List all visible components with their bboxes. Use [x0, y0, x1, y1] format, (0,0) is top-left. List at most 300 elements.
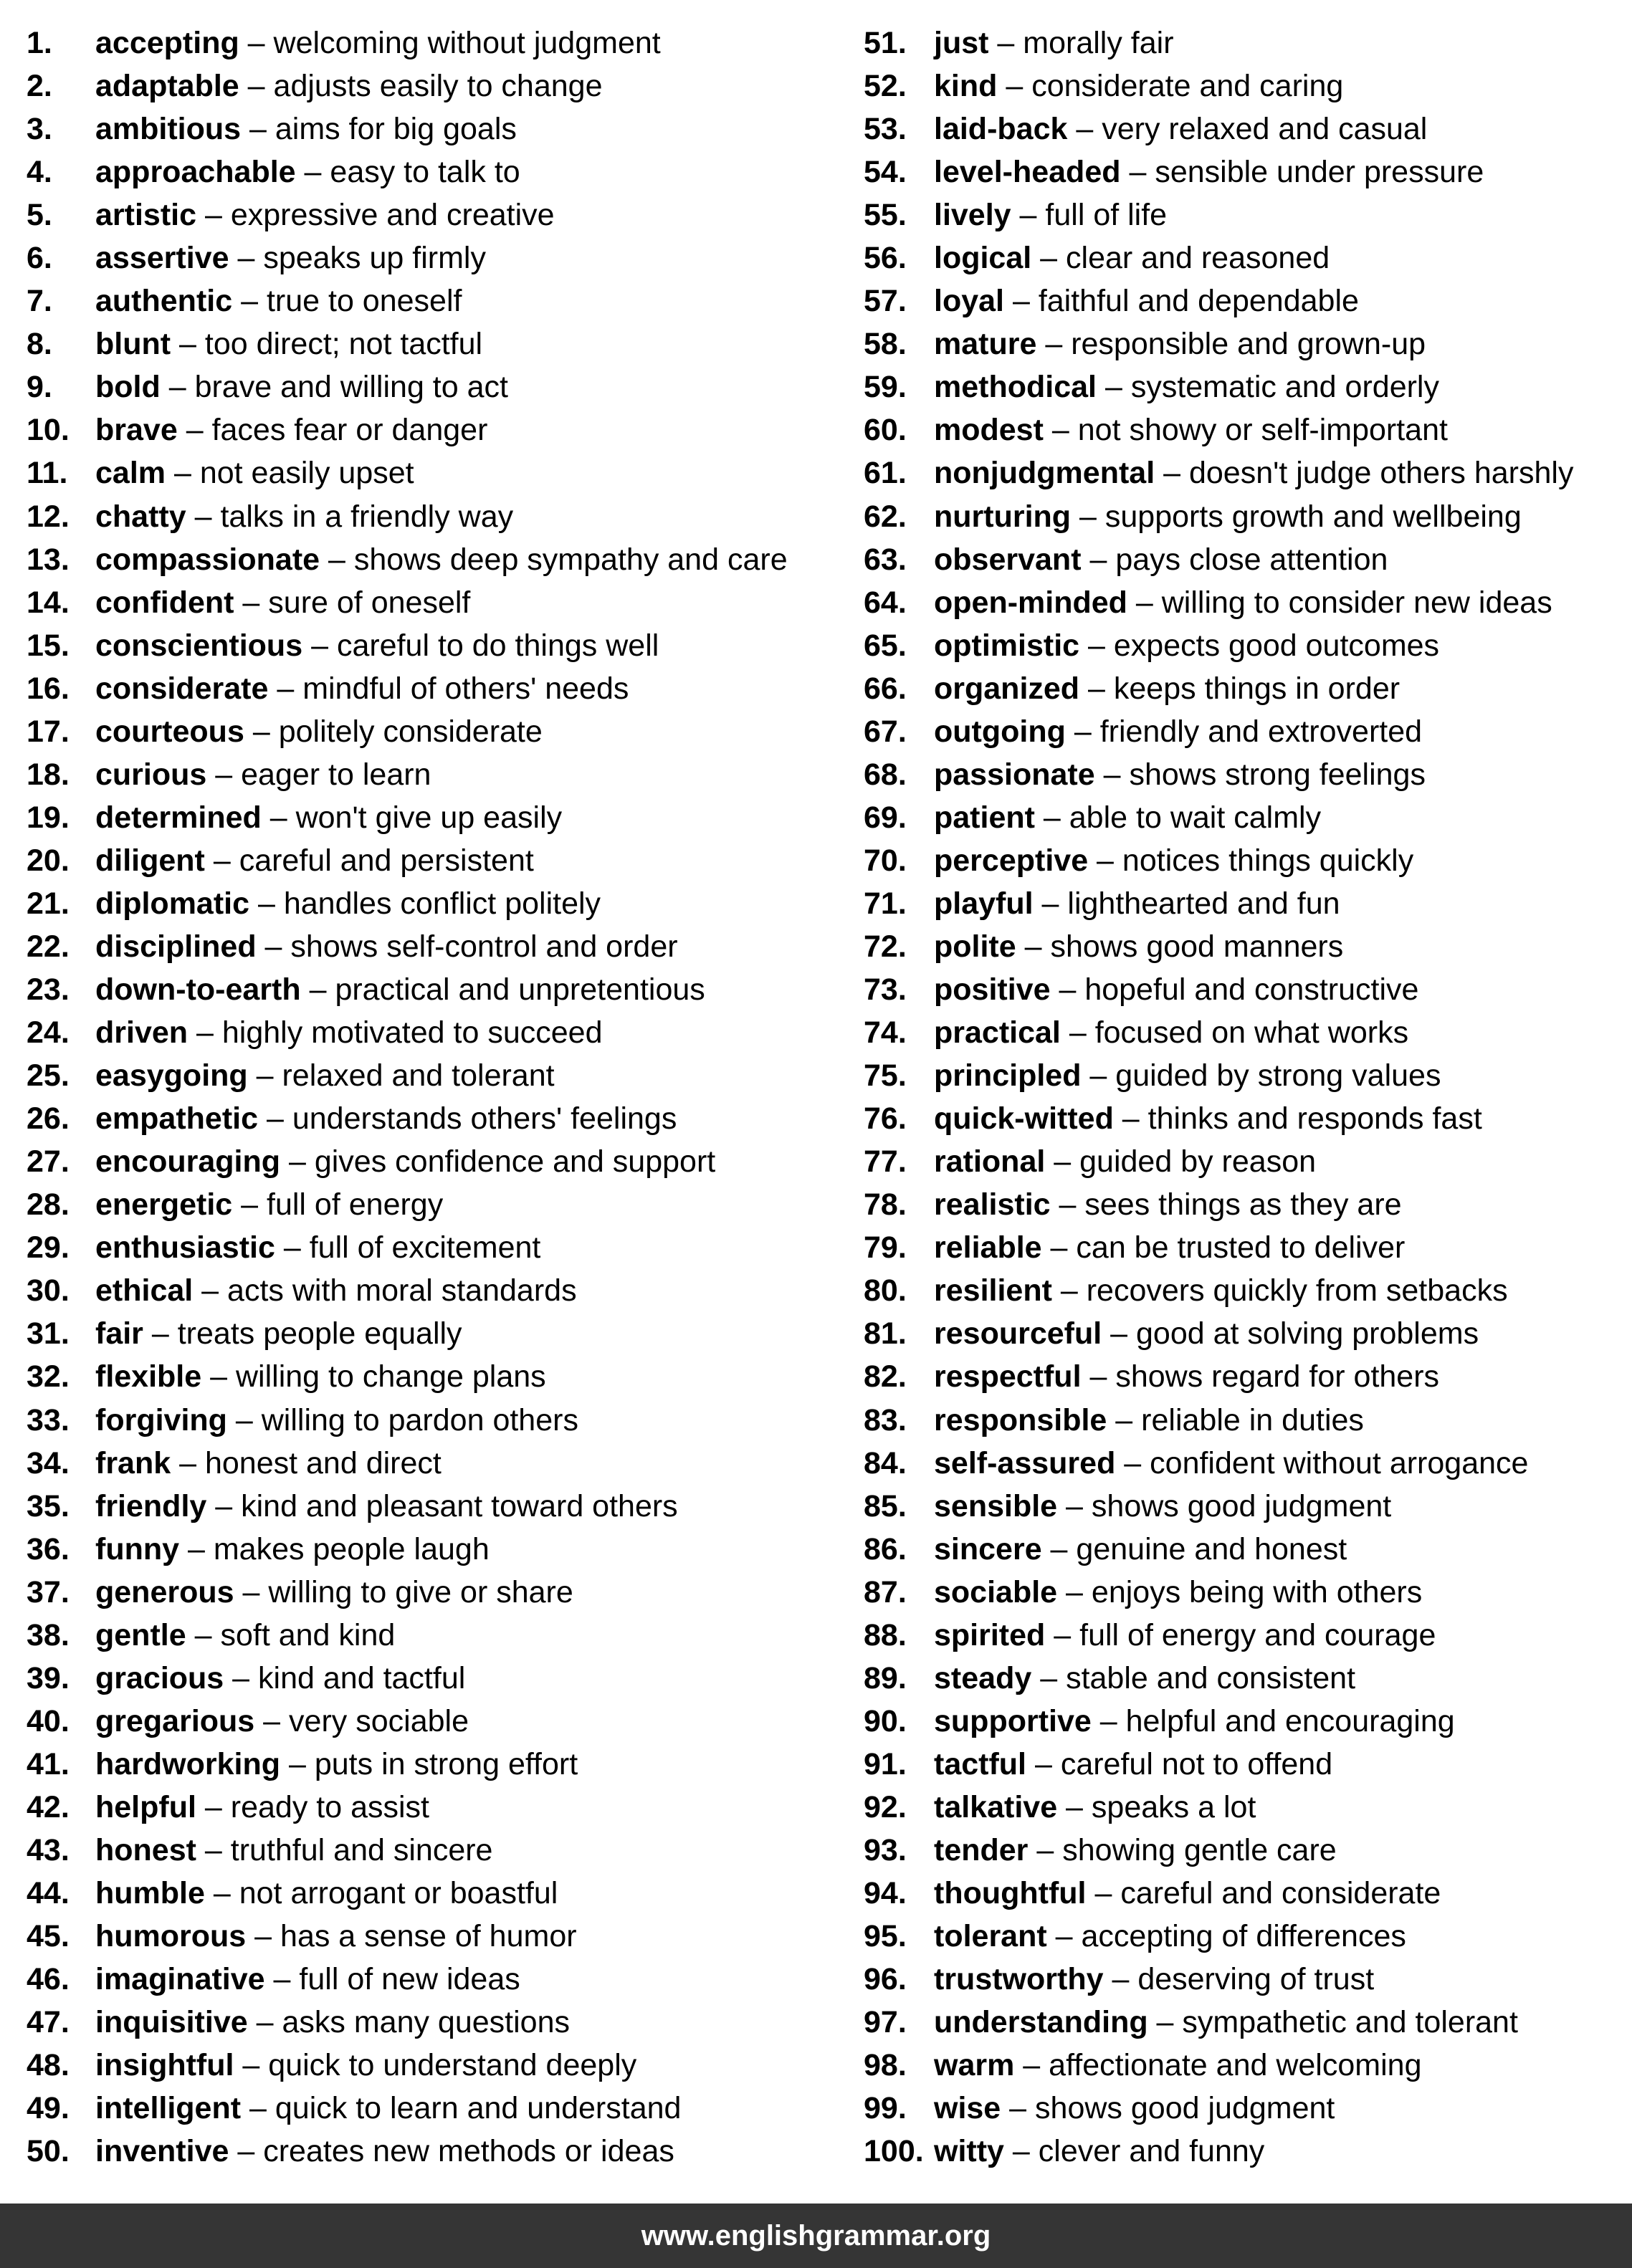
item-number: 49.	[27, 2091, 70, 2126]
item-entry	[934, 1915, 1406, 1958]
item-definition: considerate and caring	[1031, 69, 1344, 104]
item-separator: –	[232, 284, 267, 319]
list-item	[27, 2001, 829, 2044]
item-separator: –	[1031, 1660, 1066, 1695]
list-item	[27, 1743, 829, 1786]
item-separator: –	[196, 198, 231, 233]
item-number: 48.	[27, 2048, 70, 2083]
item-number: 3.	[27, 112, 52, 147]
item-definition: sympathetic and tolerant	[1182, 2005, 1518, 2040]
item-definition: systematic and orderly	[1130, 370, 1439, 405]
item-entry	[95, 1269, 577, 1312]
item-entry	[95, 2130, 674, 2173]
item-entry	[95, 1011, 603, 1054]
item-term: diligent	[95, 843, 205, 878]
item-separator: –	[1057, 1488, 1092, 1523]
item-entry	[95, 1872, 558, 1915]
item-definition: highly motivated to succeed	[221, 1015, 603, 1051]
item-definition: shows good judgment	[1035, 2091, 1335, 2126]
item-entry	[934, 365, 1439, 408]
item-number: 63.	[864, 542, 907, 577]
item-number: 1.	[27, 26, 52, 60]
item-number: 83.	[864, 1402, 907, 1437]
item-definition: hopeful and constructive	[1084, 972, 1419, 1008]
item-entry	[934, 279, 1359, 322]
item-entry	[934, 839, 1413, 882]
item-term: down-to-earth	[95, 972, 301, 1008]
item-number: 71.	[864, 886, 907, 921]
item-entry	[934, 796, 1321, 839]
item-definition: not easily upset	[199, 456, 414, 491]
item-separator: –	[302, 628, 337, 663]
list-item	[27, 538, 829, 581]
item-entry	[934, 1614, 1436, 1657]
item-number: 36.	[27, 1531, 70, 1566]
list-item	[27, 1269, 829, 1312]
item-entry	[934, 710, 1422, 753]
item-separator: –	[264, 1962, 300, 1997]
list-item	[27, 624, 829, 667]
list-item	[27, 1614, 829, 1657]
item-entry	[95, 925, 678, 968]
item-entry	[934, 1657, 1355, 1700]
item-separator: –	[1034, 800, 1069, 835]
list-item	[864, 968, 1632, 1011]
item-separator: –	[1004, 284, 1039, 319]
item-number: 64.	[864, 585, 907, 620]
item-separator: –	[241, 2091, 275, 2126]
item-entry	[95, 1399, 578, 1442]
list-item	[27, 1915, 829, 1958]
item-term: methodical	[934, 370, 1097, 405]
list-item	[864, 753, 1632, 796]
item-number: 21.	[27, 886, 70, 921]
item-entry	[934, 1743, 1332, 1786]
item-definition: willing to consider new ideas	[1161, 585, 1552, 620]
item-term: hardworking	[95, 1746, 281, 1781]
item-term: lively	[934, 198, 1011, 233]
list-item	[864, 1442, 1632, 1485]
item-definition: lighthearted and fun	[1067, 886, 1340, 921]
item-separator: –	[1127, 585, 1162, 620]
item-entry	[95, 1958, 520, 2001]
item-term: approachable	[95, 155, 296, 190]
item-entry	[934, 925, 1343, 968]
item-number: 69.	[864, 800, 907, 835]
item-definition: careful not to offend	[1060, 1746, 1333, 1781]
item-entry	[95, 1614, 395, 1657]
item-number: 12.	[27, 499, 70, 534]
item-separator: –	[1071, 499, 1105, 534]
list-item	[864, 1958, 1632, 2001]
item-number: 77.	[864, 1144, 907, 1180]
item-number: 60.	[864, 413, 907, 448]
item-number: 13.	[27, 542, 70, 577]
item-separator: –	[254, 1703, 290, 1738]
item-term: honest	[95, 1832, 196, 1867]
item-term: easygoing	[95, 1058, 248, 1094]
item-definition: genuine and honest	[1076, 1531, 1347, 1566]
item-separator: –	[171, 1445, 205, 1480]
item-definition: quick to understand deeply	[268, 2048, 637, 2083]
item-term: calm	[95, 456, 166, 491]
item-separator: –	[204, 1876, 239, 1911]
item-term: flexible	[95, 1359, 202, 1394]
item-definition: can be trusted to deliver	[1076, 1230, 1406, 1265]
item-entry	[95, 538, 788, 581]
item-entry	[934, 1140, 1316, 1183]
list-item	[27, 882, 829, 925]
item-separator: –	[1045, 1617, 1080, 1652]
item-number: 44.	[27, 1876, 70, 1911]
item-separator: –	[206, 757, 242, 792]
item-entry	[95, 107, 517, 150]
item-number: 29.	[27, 1230, 70, 1265]
item-separator: –	[1051, 1273, 1087, 1308]
list-item	[27, 1226, 829, 1269]
list-item	[27, 1097, 829, 1140]
item-definition: eager to learn	[241, 757, 431, 792]
list-item	[864, 408, 1632, 451]
item-separator: –	[1103, 1962, 1138, 1997]
item-number: 41.	[27, 1746, 70, 1781]
item-definition: kind and tactful	[258, 1660, 466, 1695]
item-definition: sensible under pressure	[1155, 155, 1484, 190]
item-definition: guided by strong values	[1115, 1058, 1441, 1094]
item-term: curious	[95, 757, 207, 792]
list-item	[27, 753, 829, 796]
item-term: mature	[934, 327, 1037, 362]
list-item	[27, 2087, 829, 2130]
item-definition: doesn't judge others harshly	[1188, 456, 1574, 491]
item-entry	[95, 1786, 429, 1829]
item-number: 73.	[864, 972, 907, 1008]
list-item	[864, 21, 1632, 64]
item-number: 65.	[864, 628, 907, 663]
item-definition: full of new ideas	[299, 1962, 520, 1997]
item-definition: honest and direct	[204, 1445, 442, 1480]
item-term: helpful	[95, 1789, 196, 1824]
item-separator: –	[234, 2048, 269, 2083]
list-item	[864, 1657, 1632, 1700]
item-separator: –	[186, 1617, 221, 1652]
item-term: gregarious	[95, 1703, 255, 1738]
item-term: energetic	[95, 1187, 233, 1222]
list-item	[864, 1915, 1632, 1958]
item-definition: willing to change plans	[235, 1359, 546, 1394]
item-entry	[934, 1786, 1256, 1829]
item-definition: supports growth and wellbeing	[1104, 499, 1522, 534]
item-term: polite	[934, 929, 1016, 964]
list-item	[27, 1011, 829, 1054]
item-entry	[934, 64, 1343, 107]
item-definition: practical and unpretentious	[335, 972, 705, 1008]
item-definition: recovers quickly from setbacks	[1086, 1273, 1508, 1308]
list-item	[864, 1011, 1632, 1054]
item-entry	[95, 1657, 465, 1700]
item-definition: truthful and sincere	[230, 1832, 493, 1867]
item-entry	[934, 1097, 1482, 1140]
item-term: level-headed	[934, 155, 1121, 190]
item-separator: –	[1041, 1230, 1077, 1265]
item-entry	[95, 2087, 681, 2130]
item-term: tactful	[934, 1746, 1026, 1781]
item-separator: –	[241, 112, 275, 147]
item-entry	[95, 236, 486, 279]
item-number: 23.	[27, 972, 70, 1008]
item-separator: –	[280, 1746, 315, 1781]
item-number: 84.	[864, 1445, 907, 1480]
item-separator: –	[1086, 1876, 1121, 1911]
item-definition: handles conflict politely	[283, 886, 601, 921]
item-definition: stable and consistent	[1066, 1660, 1356, 1695]
item-term: logical	[934, 241, 1032, 276]
item-entry	[95, 495, 513, 538]
item-entry	[95, 451, 414, 494]
item-definition: pays close attention	[1115, 542, 1388, 577]
item-entry	[934, 1054, 1441, 1097]
list-item	[27, 1183, 829, 1226]
list-item	[864, 1872, 1632, 1915]
item-number: 34.	[27, 1445, 70, 1480]
item-entry	[95, 1442, 442, 1485]
item-separator: –	[256, 929, 291, 964]
list-item	[27, 495, 829, 538]
item-term: ethical	[95, 1273, 194, 1308]
item-definition: sees things as they are	[1084, 1187, 1402, 1222]
item-entry	[934, 236, 1330, 279]
footer-website-link[interactable]: www.englishgrammar.org	[641, 2220, 991, 2252]
item-definition: shows regard for others	[1115, 1359, 1440, 1394]
item-separator: –	[1057, 1574, 1092, 1609]
item-number: 51.	[864, 26, 907, 60]
list-item	[27, 193, 829, 236]
item-definition: politely considerate	[278, 714, 543, 749]
item-number: 53.	[864, 112, 907, 147]
item-number: 50.	[27, 2134, 70, 2169]
item-term: realistic	[934, 1187, 1051, 1222]
item-term: trustworthy	[934, 1962, 1104, 1997]
item-term: nonjudgmental	[934, 456, 1155, 491]
item-number: 11.	[27, 456, 68, 491]
item-separator: –	[247, 1058, 282, 1094]
item-term: tolerant	[934, 1919, 1047, 1954]
list-item	[864, 1183, 1632, 1226]
item-definition: able to wait calmly	[1069, 800, 1322, 835]
item-number: 42.	[27, 1789, 70, 1824]
list-item	[864, 1054, 1632, 1097]
item-term: intelligent	[95, 2091, 242, 2126]
item-term: respectful	[934, 1359, 1082, 1394]
item-definition: showing gentle care	[1062, 1832, 1337, 1867]
item-number: 68.	[864, 757, 907, 792]
item-definition: keeps things in order	[1113, 671, 1400, 706]
item-definition: enjoys being with others	[1091, 1574, 1423, 1609]
item-term: insightful	[95, 2048, 234, 2083]
item-separator: –	[1081, 1359, 1116, 1394]
item-number: 4.	[27, 155, 52, 190]
item-separator: –	[1113, 1101, 1148, 1137]
list-item	[864, 322, 1632, 365]
item-term: humble	[95, 1876, 205, 1911]
item-number: 45.	[27, 1919, 70, 1954]
item-entry	[934, 193, 1167, 236]
item-number: 70.	[864, 843, 907, 878]
item-term: outgoing	[934, 714, 1066, 749]
item-separator: –	[1046, 1919, 1082, 1954]
item-term: spirited	[934, 1617, 1046, 1652]
list-item	[864, 925, 1632, 968]
item-term: inventive	[95, 2134, 229, 2169]
item-definition: relaxed and tolerant	[282, 1058, 555, 1094]
list-item	[27, 1786, 829, 1829]
item-separator: –	[201, 1359, 236, 1394]
item-definition: not arrogant or boastful	[239, 1876, 558, 1911]
item-definition: good at solving problems	[1136, 1316, 1479, 1351]
item-entry	[95, 624, 659, 667]
list-item	[27, 2044, 829, 2087]
list-item	[864, 495, 1632, 538]
item-entry	[95, 581, 470, 624]
item-number: 81.	[864, 1316, 907, 1351]
item-entry	[95, 21, 661, 64]
item-definition: guided by reason	[1079, 1144, 1317, 1180]
item-separator: –	[166, 456, 200, 491]
item-entry	[934, 581, 1552, 624]
item-entry	[934, 1958, 1374, 2001]
item-term: humorous	[95, 1919, 247, 1954]
item-number: 98.	[864, 2048, 907, 2083]
item-term: steady	[934, 1660, 1032, 1695]
item-term: gracious	[95, 1660, 224, 1695]
list-item	[864, 1786, 1632, 1829]
item-term: perceptive	[934, 843, 1089, 878]
item-separator: –	[171, 327, 205, 362]
item-number: 96.	[864, 1962, 907, 1997]
item-separator: –	[234, 1574, 269, 1609]
list-item	[27, 1829, 829, 1872]
list-item	[27, 1054, 829, 1097]
item-number: 15.	[27, 628, 70, 663]
list-item	[864, 882, 1632, 925]
item-separator: –	[1115, 1445, 1150, 1480]
item-entry	[934, 753, 1426, 796]
item-separator: –	[1088, 843, 1122, 878]
item-entry	[95, 365, 508, 408]
item-number: 97.	[864, 2005, 907, 2040]
item-term: talkative	[934, 1789, 1058, 1824]
item-definition: shows deep sympathy and care	[353, 542, 788, 577]
item-definition: too direct; not tactful	[204, 327, 483, 362]
item-term: principled	[934, 1058, 1082, 1094]
item-number: 19.	[27, 800, 70, 835]
item-separator: –	[1081, 542, 1116, 577]
item-term: driven	[95, 1015, 189, 1051]
item-entry	[95, 279, 462, 322]
item-definition: speaks up firmly	[263, 241, 486, 276]
item-separator: –	[232, 1187, 267, 1222]
item-separator: –	[249, 886, 284, 921]
item-separator: –	[224, 1660, 259, 1695]
item-entry	[934, 150, 1484, 193]
list-item	[27, 2130, 829, 2173]
item-entry	[934, 2044, 1421, 2087]
item-separator: –	[143, 1316, 178, 1351]
item-entry	[934, 1226, 1405, 1269]
item-separator: –	[1036, 327, 1072, 362]
item-separator: –	[160, 370, 195, 405]
item-definition: friendly and extroverted	[1099, 714, 1423, 749]
list-item	[864, 1614, 1632, 1657]
item-term: positive	[934, 972, 1051, 1008]
item-number: 67.	[864, 714, 907, 749]
list-item	[27, 322, 829, 365]
item-number: 94.	[864, 1876, 907, 1911]
item-entry	[934, 451, 1573, 494]
list-item	[864, 1700, 1632, 1743]
item-term: open-minded	[934, 585, 1127, 620]
item-number: 9.	[27, 370, 52, 405]
item-number: 88.	[864, 1617, 907, 1652]
list-item	[864, 1226, 1632, 1269]
item-entry	[934, 1269, 1508, 1312]
item-definition: has a sense of humor	[280, 1919, 577, 1954]
item-term: patient	[934, 800, 1035, 835]
item-term: conscientious	[95, 628, 303, 663]
item-entry	[95, 2044, 636, 2087]
item-definition: shows self-control and order	[290, 929, 678, 964]
item-separator: –	[1033, 886, 1068, 921]
item-number: 55.	[864, 198, 907, 233]
item-term: accepting	[95, 26, 239, 60]
item-separator: –	[1097, 370, 1131, 405]
item-term: compassionate	[95, 542, 320, 577]
item-number: 16.	[27, 671, 70, 706]
list-item	[864, 1399, 1632, 1442]
item-term: resourceful	[934, 1316, 1102, 1351]
item-number: 28.	[27, 1187, 70, 1222]
item-term: disciplined	[95, 929, 257, 964]
item-definition: creates new methods or ideas	[263, 2134, 674, 2169]
item-term: sociable	[934, 1574, 1058, 1609]
list-item	[864, 1571, 1632, 1614]
item-number: 2.	[27, 69, 52, 104]
item-term: confident	[95, 585, 234, 620]
item-entry	[95, 1226, 540, 1269]
item-term: witty	[934, 2134, 1004, 2169]
item-definition: kind and pleasant toward others	[241, 1488, 678, 1523]
item-definition: treats people equally	[177, 1316, 462, 1351]
list-item	[27, 451, 829, 494]
item-definition: confident without arrogance	[1150, 1445, 1529, 1480]
item-separator: –	[188, 1015, 222, 1051]
list-item	[864, 538, 1632, 581]
item-term: tender	[934, 1832, 1029, 1867]
item-separator: –	[206, 1488, 242, 1523]
list-item	[27, 1355, 829, 1398]
list-item	[864, 2044, 1632, 2087]
item-number: 46.	[27, 1962, 70, 1997]
item-separator: –	[193, 1273, 228, 1308]
item-term: observant	[934, 542, 1082, 577]
item-separator: –	[1091, 1703, 1126, 1738]
item-number: 89.	[864, 1660, 907, 1695]
item-separator: –	[186, 499, 221, 534]
item-entry	[934, 968, 1418, 1011]
item-separator: –	[1050, 1187, 1085, 1222]
list-item	[864, 193, 1632, 236]
item-term: fair	[95, 1316, 143, 1351]
